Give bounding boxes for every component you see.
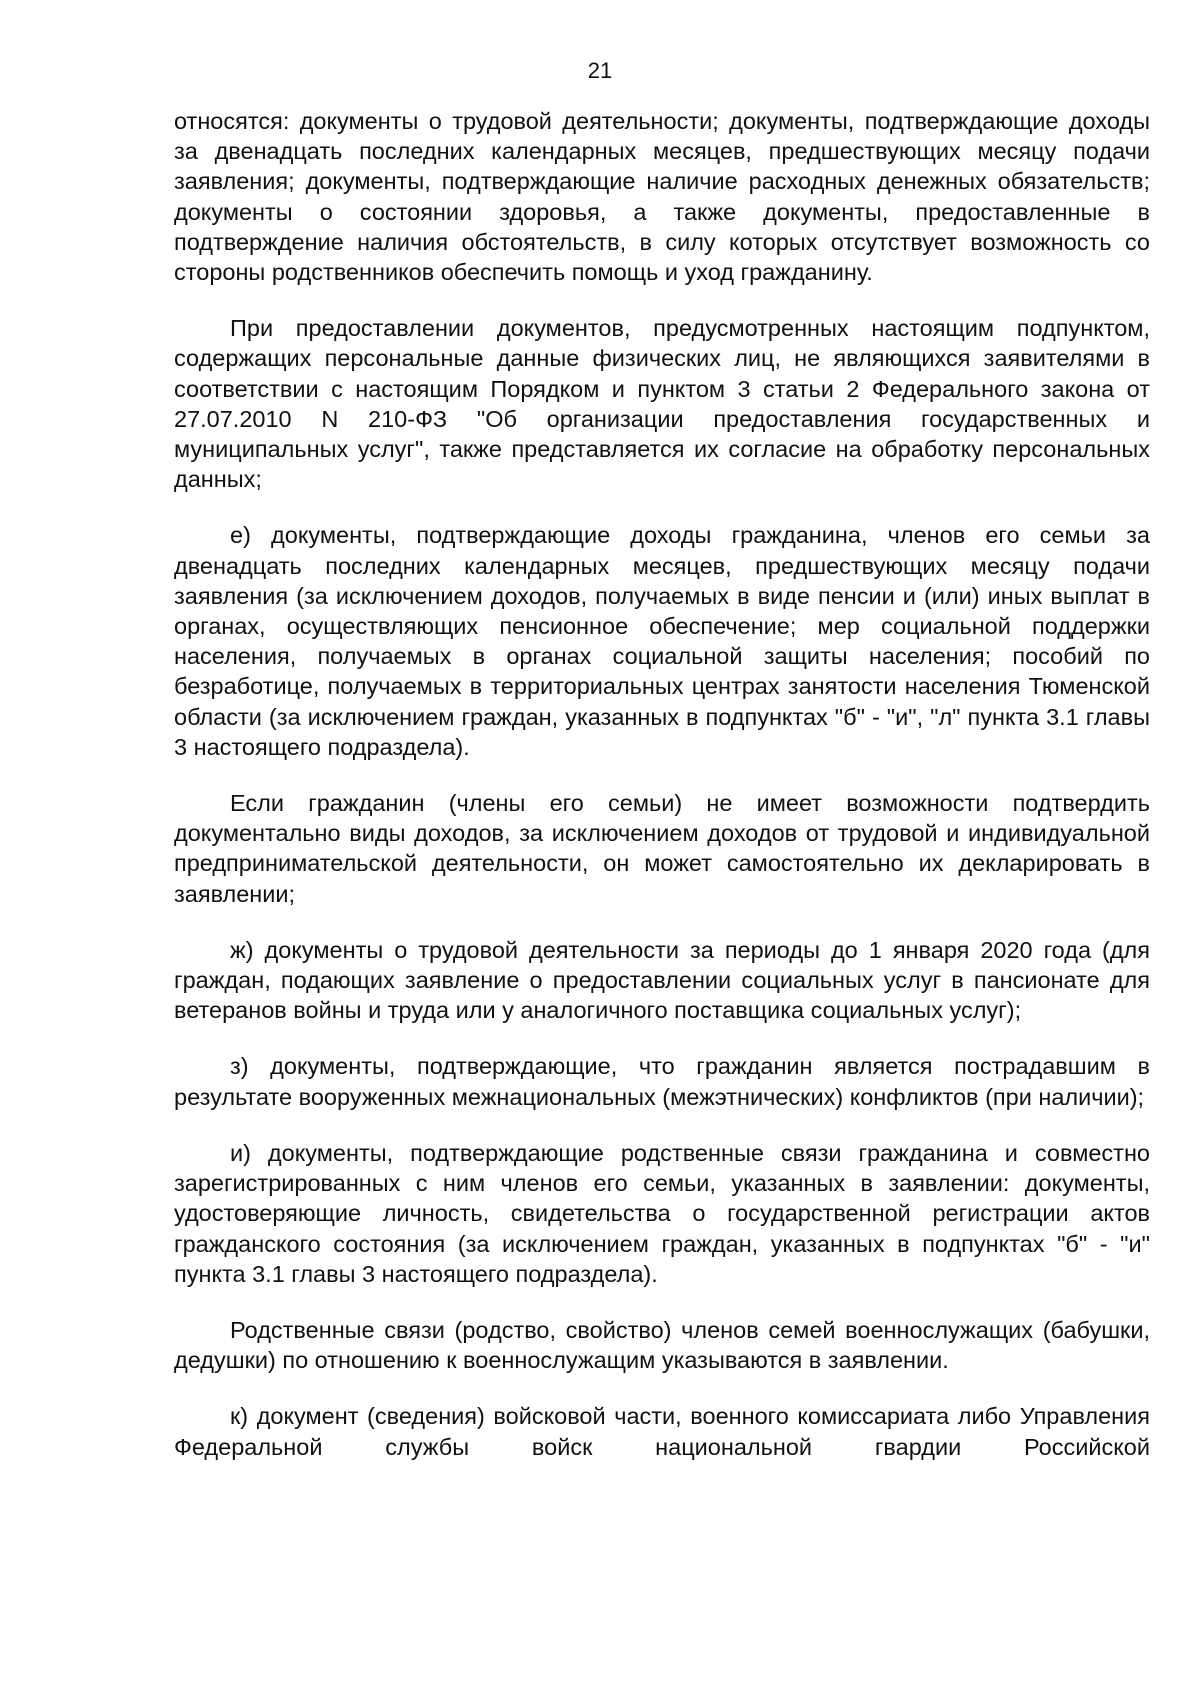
page-number: 21 xyxy=(587,58,613,83)
paragraph-item-k: к) документ (сведения) войсковой части, военного комиссариата либо Управления Федеральной службы войск национальной гвардии Российской xyxy=(174,1403,1150,1460)
paragraph-family-relations: Родственные связи (родство, свойство) членов семей военнослужащих (бабушки, дедушки) по отношению к военнослужащим указываются в заявлении. xyxy=(174,1316,1150,1374)
paragraph-item-zh: ж) документы о трудовой деятельности за периоды до 1 января 2020 года (для граждан, подающих заявление о предоставлении социальных услуг в пансионате для ветеранов войны и труда или у аналогичного поставщика социальных услуг); xyxy=(174,936,1150,1024)
paragraph-continuation: относятся: документы о трудовой деятельности; документы, подтверждающие доходы за двенадцать последних календарных месяцев, предшествующих месяцу подачи заявления; документы, подтверждающие наличие расходных денежных обязательств; документы о состоянии здоровья, а также документы, предоставленные в подтверждение наличия обстоятельств, в силу которых отсутствует возможность со стороны родственников обеспечить помощь и уход гражданину. xyxy=(174,108,1150,286)
paragraph-income-declaration: Если гражданин (члены его семьи) не имеет возможности подтвердить документально виды доходов, за исключением доходов от трудовой и индивидуальной предпринимательской деятельности, он может самостоятельно их декларировать в заявлении; xyxy=(174,790,1150,907)
paragraph-item-z: з) документы, подтверждающие, что гражданин является пострадавшим в результате вооруженных межнациональных (межэтнических) конфликтов (при наличии); xyxy=(174,1053,1150,1110)
document-body xyxy=(174,106,1150,1462)
paragraph-item-e: е) документы, подтверждающие доходы гражданина, членов его семьи за двенадцать последних календарных месяцев, предшествующих месяцу подачи заявления (за исключением доходов, получаемых в виде пенсии и (или) иных выплат в органах, осуществляющих пенсионное обеспечение; мер социальной поддержки населения, получаемых в органах социальной защиты населения; пособий по безработице, получаемых в территориальных центрах занятости населения Тюменской области (за исключением граждан, указанных в подпунктах "б" - "и", "л" пункта 3.1 главы 3 настоящего подраздела). xyxy=(174,522,1150,760)
paragraph-item-i: и) документы, подтверждающие родственные связи гражданина и совместно зарегистрированных с ним членов его семьи, указанных в заявлении: документы, удостоверяющие личность, свидетельства о государственной регистрации актов гражданского состояния (за исключением граждан, указанных в подпунктах "б" - "и" пункта 3.1 главы 3 настоящего подраздела). xyxy=(174,1139,1150,1287)
paragraph-personal-data-consent: При предоставлении документов, предусмотренных настоящим подпунктом, содержащих персональные данные физических лиц, не являющихся заявителями в соответствии с настоящим Порядком и пунктом 3 статьи 2 Федерального закона от 27.07.2010 N 210-ФЗ "Об организации предоставления государственных и муниципальных услуг", также представляется их согласие на обработку персональных данных; xyxy=(174,315,1150,493)
